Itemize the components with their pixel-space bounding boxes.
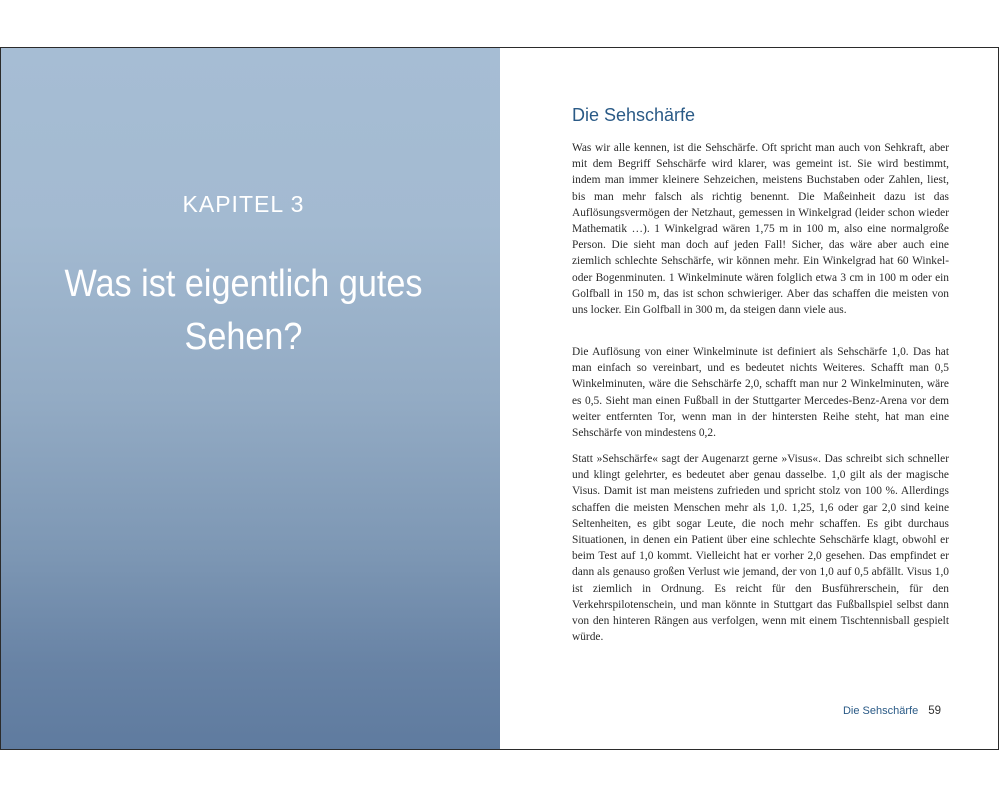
chapter-label: KAPITEL 3 (182, 191, 305, 217)
paragraph-2: Die Auflösung von einer Winkelminute ist definiert als Sehschärfe 1,0. Das hat man einfach so vereinbart, und es bedeutet nichts Weiteres. Schafft man 0,5 Winkelminuten, wäre die Sehschärfe 2,0, schafft man nur 2 Winkelminuten, wäre es 0,5. Sieht man einen Fußball in der Stuttgarter Mercedes-Benz-Arena vor dem weiter entfernten Tor, wenn man in der hintersten Reihe steht, hat man eine Sehschärfe von mindestens 0,2. (572, 346, 949, 440)
book-spread (0, 47, 999, 750)
page-number: 59 (928, 705, 941, 717)
chapter-opener-page (1, 48, 500, 749)
text-page (500, 48, 998, 749)
section-heading: Die Sehschärfe (572, 105, 696, 125)
paragraph-3: Statt »Sehschärfe« sagt der Augenarzt gerne »Visus«. Das schreibt sich schneller und klingt gelehrter, es bedeutet aber genau dasselbe. 1,0 gilt als der magische Visus. Damit ist man meistens zufrieden und spricht stolz von 100 %. Allerdings schaffen die meisten Menschen mehr als 1,0. 1,25, 1,6 oder gar 2,0 sind keine Seltenheiten, es gibt sogar Leute, die noch mehr schaffen. Es gibt durchaus Situationen, in denen ein Patient über eine schlechte Sehschärfe klagt, obwohl er beim Test auf 1,0 kommt. Vielleicht hat er vorher 2,0 gesehen. Das empfindet er dann als genauso großen Verlust wie jemand, der von 1,0 auf 0,5 abfällt. Visus 1,0 ist ziemlich in Ordnung. Es reicht für den Busführerschein, für den Verkehrspilotenschein, und man könnte in Stuttgart das Fußballspiel selbst dann von den hinteren Rängen aus verfolgen, wenn mit einem Tischtennisball gespielt würde. (572, 453, 949, 644)
paragraph-1: Was wir alle kennen, ist die Sehschärfe. Oft spricht man auch von Sehkraft, aber mit dem Begriff Sehschärfe wird klarer, was gemeint ist. Sie wird bestimmt, indem man immer kleinere Sehzeichen, meistens Buchstaben oder Zahlen, liest, bis man mehr falsch als richtig benennt. Die Maßeinheit dazu ist das Auflösungsvermögen der Netzhaut, gemessen in Winkelgrad (leider schon wieder Mathematik …). 1 Winkelgrad wären 1,75 m in 100 m, also eine normalgroße Person. Die sieht man doch auf jeden Fall! Sicher, das wäre aber auch eine ziemlich schlechte Sehschärfe, wir können mehr. Ein Winkelgrad hat 60 Winkel- oder Bogenminuten. 1 Winkelminute wären folglich etwa 3 cm in 100 m oder ein Golfball in 150 m, das ist schon schwieriger. Aber das schaffen die meisten von uns locker. Ein Golfball in 300 m, da steigen dann viele aus. (572, 142, 949, 317)
chapter-title: Was ist eigentlich gutes Sehen? (64, 263, 423, 358)
page-footer (843, 705, 941, 717)
running-footer-section: Die Sehschärfe (842, 705, 919, 717)
